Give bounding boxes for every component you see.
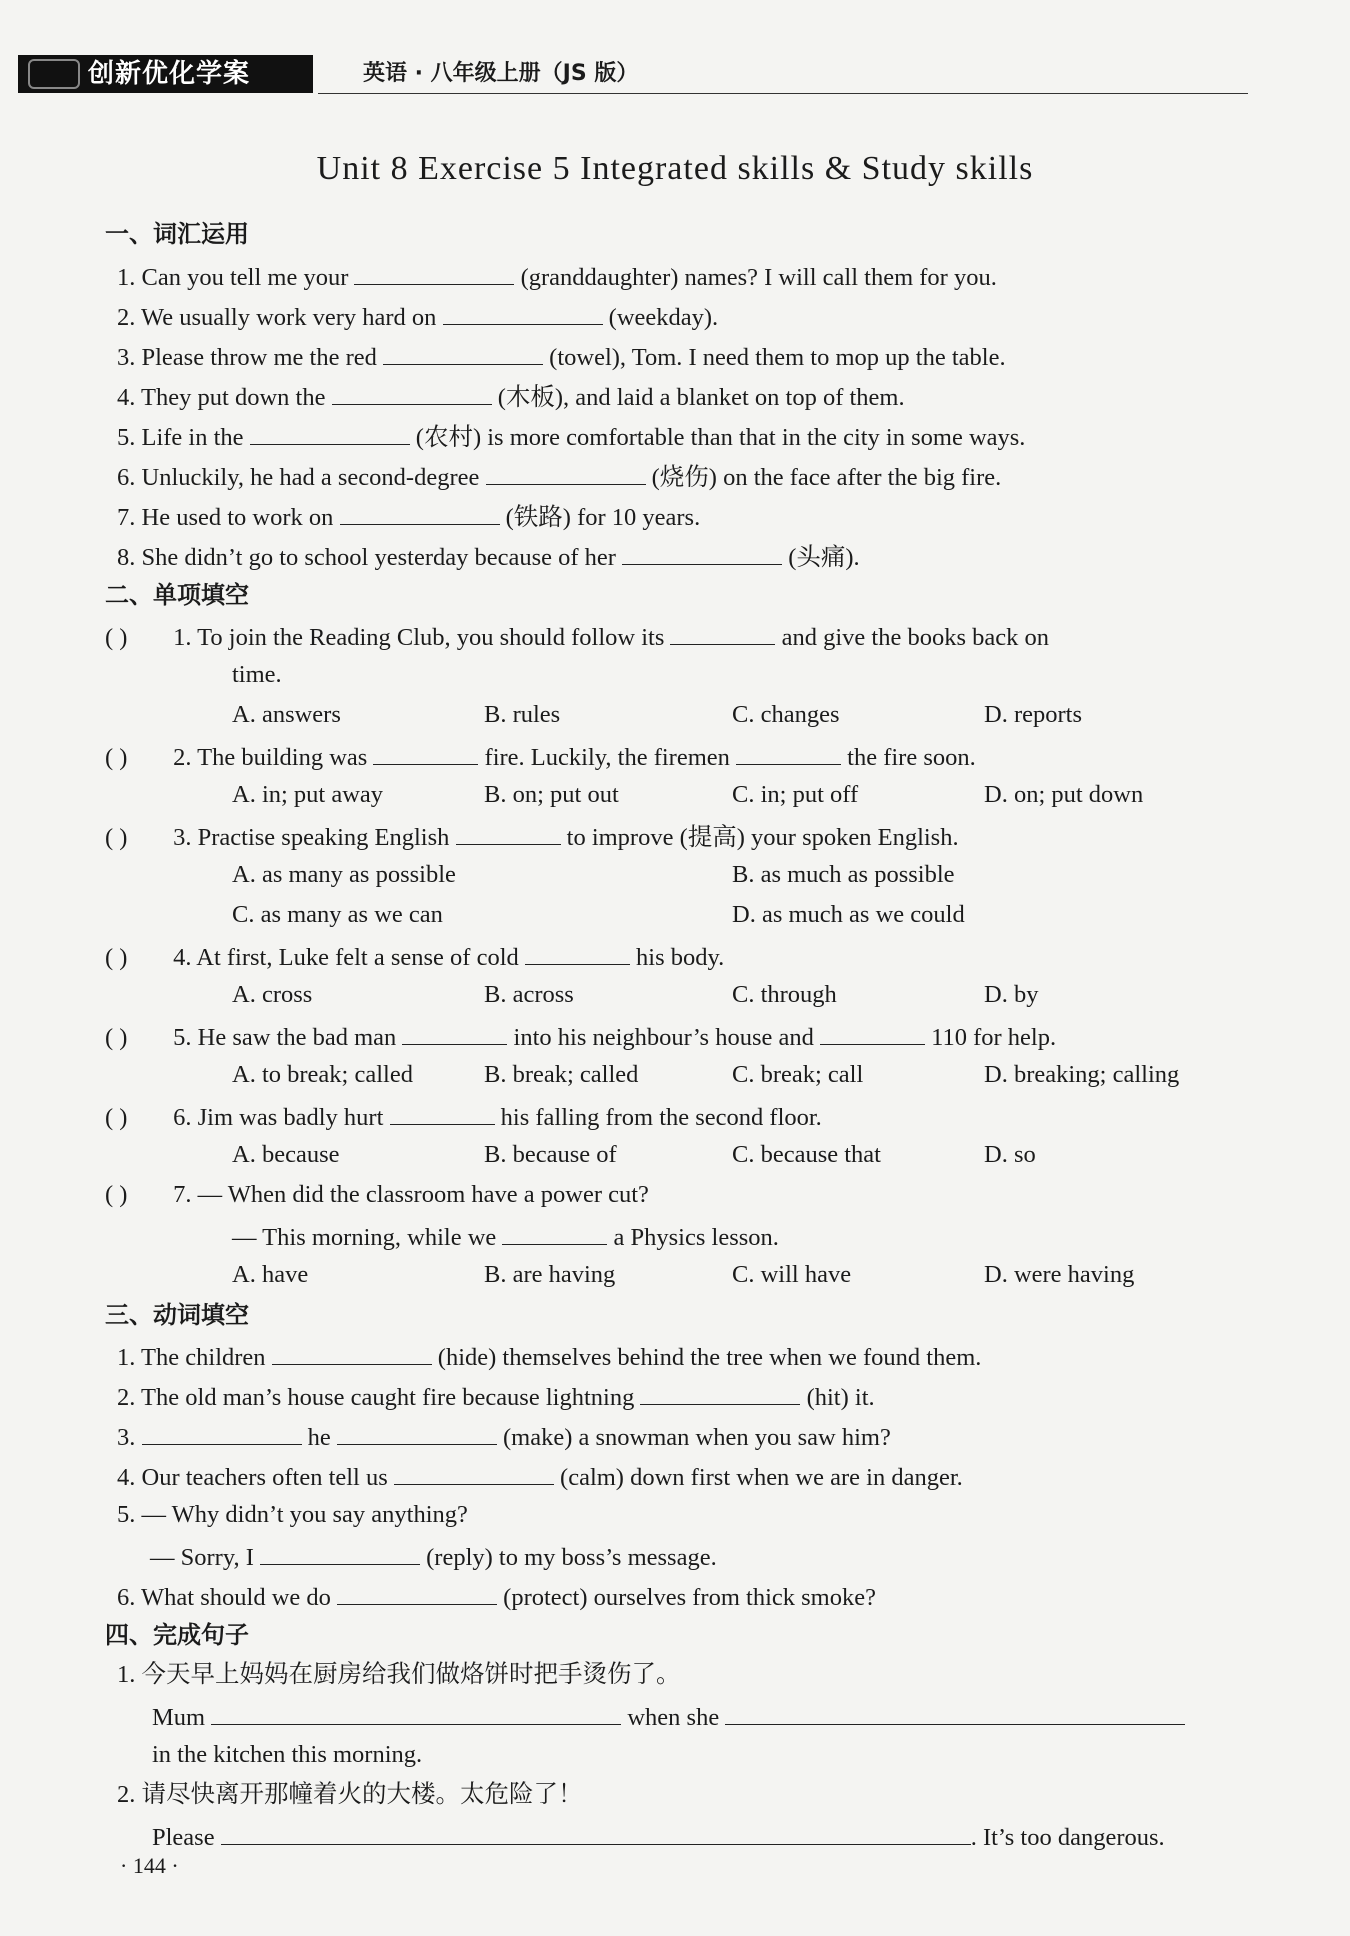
verb-item-4: 4. Our teachers often tell us (calm) down first when we are in danger. [117, 1458, 963, 1495]
page-header [18, 55, 1248, 95]
option-d[interactable]: D. were having [984, 1261, 1135, 1288]
answer-blank[interactable] [670, 618, 775, 645]
answer-blank[interactable] [525, 938, 630, 965]
mc-question-7-reply: — This morning, while we a Physics lesson. [232, 1218, 779, 1255]
vocab-item-2: 2. We usually work very hard on (weekday). [117, 298, 718, 335]
mc-question-6: ( ) 6. Jim was badly hurt his falling from the second floor. [105, 1098, 822, 1135]
verb-item-3: 3. he (make) a snowman when you saw him? [117, 1418, 891, 1455]
option-b[interactable]: B. because of [484, 1141, 617, 1168]
vocab-item-6: 6. Unluckily, he had a second-degree (烧伤) on the face after the big fire. [117, 458, 1001, 495]
answer-blank[interactable] [337, 1578, 497, 1605]
mc-question-1: ( ) 1. To join the Reading Club, you should follow its and give the books back on [105, 618, 1049, 655]
option-c[interactable]: C. as many as we can [232, 901, 443, 928]
vocab-item-5: 5. Life in the (农村) is more comfortable than that in the city in some ways. [117, 418, 1025, 455]
answer-paren[interactable]: ( ) [105, 824, 128, 851]
section-2-heading: 二、单项填空 [105, 581, 249, 609]
mc-question-3: ( ) 3. Practise speaking English to improve (提高) your spoken English. [105, 818, 959, 855]
option-a[interactable]: A. to break; called [232, 1061, 413, 1088]
option-c[interactable]: C. changes [732, 701, 840, 728]
option-b[interactable]: B. break; called [484, 1061, 639, 1088]
answer-blank[interactable] [390, 1098, 495, 1125]
option-d[interactable]: D. as much as we could [732, 901, 965, 928]
answer-blank[interactable] [354, 258, 514, 285]
answer-blank[interactable] [211, 1698, 621, 1725]
answer-paren[interactable]: ( ) [105, 624, 128, 651]
answer-paren[interactable]: ( ) [105, 744, 128, 771]
verb-item-6: 6. What should we do (protect) ourselves from thick smoke? [117, 1578, 876, 1615]
answer-blank[interactable] [736, 738, 841, 765]
answer-paren[interactable]: ( ) [105, 1104, 128, 1131]
answer-blank[interactable] [725, 1698, 1185, 1725]
option-a[interactable]: A. because [232, 1141, 340, 1168]
answer-blank[interactable] [502, 1218, 607, 1245]
section-1-heading: 一、词汇运用 [105, 220, 249, 248]
option-b[interactable]: B. rules [484, 701, 561, 728]
option-b[interactable]: B. as much as possible [732, 861, 955, 888]
option-a[interactable]: A. answers [232, 701, 341, 728]
option-c[interactable]: C. because that [732, 1141, 881, 1168]
verb-item-5: 5. — Why didn’t you say anything? [117, 1501, 468, 1528]
verb-item-2: 2. The old man’s house caught fire because lightning (hit) it. [117, 1378, 875, 1415]
answer-paren[interactable]: ( ) [105, 1024, 128, 1051]
mc-question-2: ( ) 2. The building was fire. Luckily, the firemen the fire soon. [105, 738, 976, 775]
vocab-item-1: 1. Can you tell me your (granddaughter) names? I will call them for you. [117, 258, 997, 295]
brand-text: 创新优化学案 [88, 59, 251, 89]
option-b[interactable]: B. across [484, 981, 574, 1008]
answer-blank[interactable] [394, 1458, 554, 1485]
option-d[interactable]: D. breaking; calling [984, 1061, 1180, 1088]
option-c[interactable]: C. through [732, 981, 837, 1008]
option-d[interactable]: D. so [984, 1141, 1036, 1168]
option-c[interactable]: C. will have [732, 1261, 852, 1288]
translate-item-1: Mum when she [152, 1698, 1185, 1735]
translate-item-2: Please . It’s too dangerous. [152, 1818, 1165, 1855]
answer-paren[interactable]: ( ) [105, 944, 128, 971]
mc-question-5: ( ) 5. He saw the bad man into his neighbour’s house and 110 for help. [105, 1018, 1056, 1055]
option-a[interactable]: A. as many as possible [232, 861, 456, 888]
vocab-item-3: 3. Please throw me the red (towel), Tom. I need them to mop up the table. [117, 338, 1006, 375]
answer-blank[interactable] [337, 1418, 497, 1445]
option-c[interactable]: C. break; call [732, 1061, 864, 1088]
header-divider [318, 93, 1248, 94]
answer-blank[interactable] [383, 338, 543, 365]
answer-blank[interactable] [332, 378, 492, 405]
section-3-heading: 三、动词填空 [105, 1301, 249, 1329]
option-a[interactable]: A. have [232, 1261, 309, 1288]
mc-question-1-cont: time. [232, 661, 282, 688]
option-d[interactable]: D. by [984, 981, 1039, 1008]
answer-blank[interactable] [340, 498, 500, 525]
option-d[interactable]: D. on; put down [984, 781, 1144, 808]
vocab-item-4: 4. They put down the (木板), and laid a blanket on top of them. [117, 378, 905, 415]
verb-item-5-reply: — Sorry, I (reply) to my boss’s message. [150, 1538, 717, 1575]
option-a[interactable]: A. cross [232, 981, 313, 1008]
section-4-heading: 四、完成句子 [105, 1621, 249, 1649]
answer-blank[interactable] [820, 1018, 925, 1045]
answer-blank[interactable] [456, 818, 561, 845]
answer-blank[interactable] [250, 418, 410, 445]
answer-blank[interactable] [640, 1378, 800, 1405]
option-d[interactable]: D. reports [984, 701, 1082, 728]
vocab-item-8: 8. She didn’t go to school yesterday because of her (头痛). [117, 538, 860, 575]
translate-item-1-cn: 1. 今天早上妈妈在厨房给我们做烙饼时把手烫伤了。 [117, 1661, 681, 1688]
translate-item-2-cn: 2. 请尽快离开那幢着火的大楼。太危险了！ [117, 1781, 583, 1808]
answer-blank[interactable] [260, 1538, 420, 1565]
vocab-item-7: 7. He used to work on (铁路) for 10 years. [117, 498, 700, 535]
answer-paren[interactable]: ( ) [105, 1181, 128, 1208]
answer-blank[interactable] [373, 738, 478, 765]
mc-question-4: ( ) 4. At first, Luke felt a sense of cold his body. [105, 938, 724, 975]
translate-item-1-cont: in the kitchen this morning. [152, 1741, 423, 1768]
answer-blank[interactable] [486, 458, 646, 485]
answer-blank[interactable] [622, 538, 782, 565]
answer-blank[interactable] [443, 298, 603, 325]
option-b[interactable]: B. on; put out [484, 781, 619, 808]
answer-blank[interactable] [142, 1418, 302, 1445]
verb-item-1: 1. The children (hide) themselves behind the tree when we found them. [117, 1338, 981, 1375]
answer-blank[interactable] [402, 1018, 507, 1045]
answer-blank[interactable] [221, 1818, 971, 1845]
page-title: Unit 8 Exercise 5 Integrated skills & Study skills [316, 150, 1034, 187]
option-b[interactable]: B. are having [484, 1261, 616, 1288]
answer-blank[interactable] [272, 1338, 432, 1365]
option-c[interactable]: C. in; put off [732, 781, 859, 808]
book-title: 英语 · 八年级上册（JS 版） [363, 61, 639, 86]
logo-mark [28, 59, 80, 89]
mc-question-7: ( ) 7. — When did the classroom have a power cut? [105, 1178, 649, 1212]
page-number: · 144 · [120, 1853, 179, 1878]
brand-logo [18, 55, 313, 93]
option-a[interactable]: A. in; put away [232, 781, 384, 808]
